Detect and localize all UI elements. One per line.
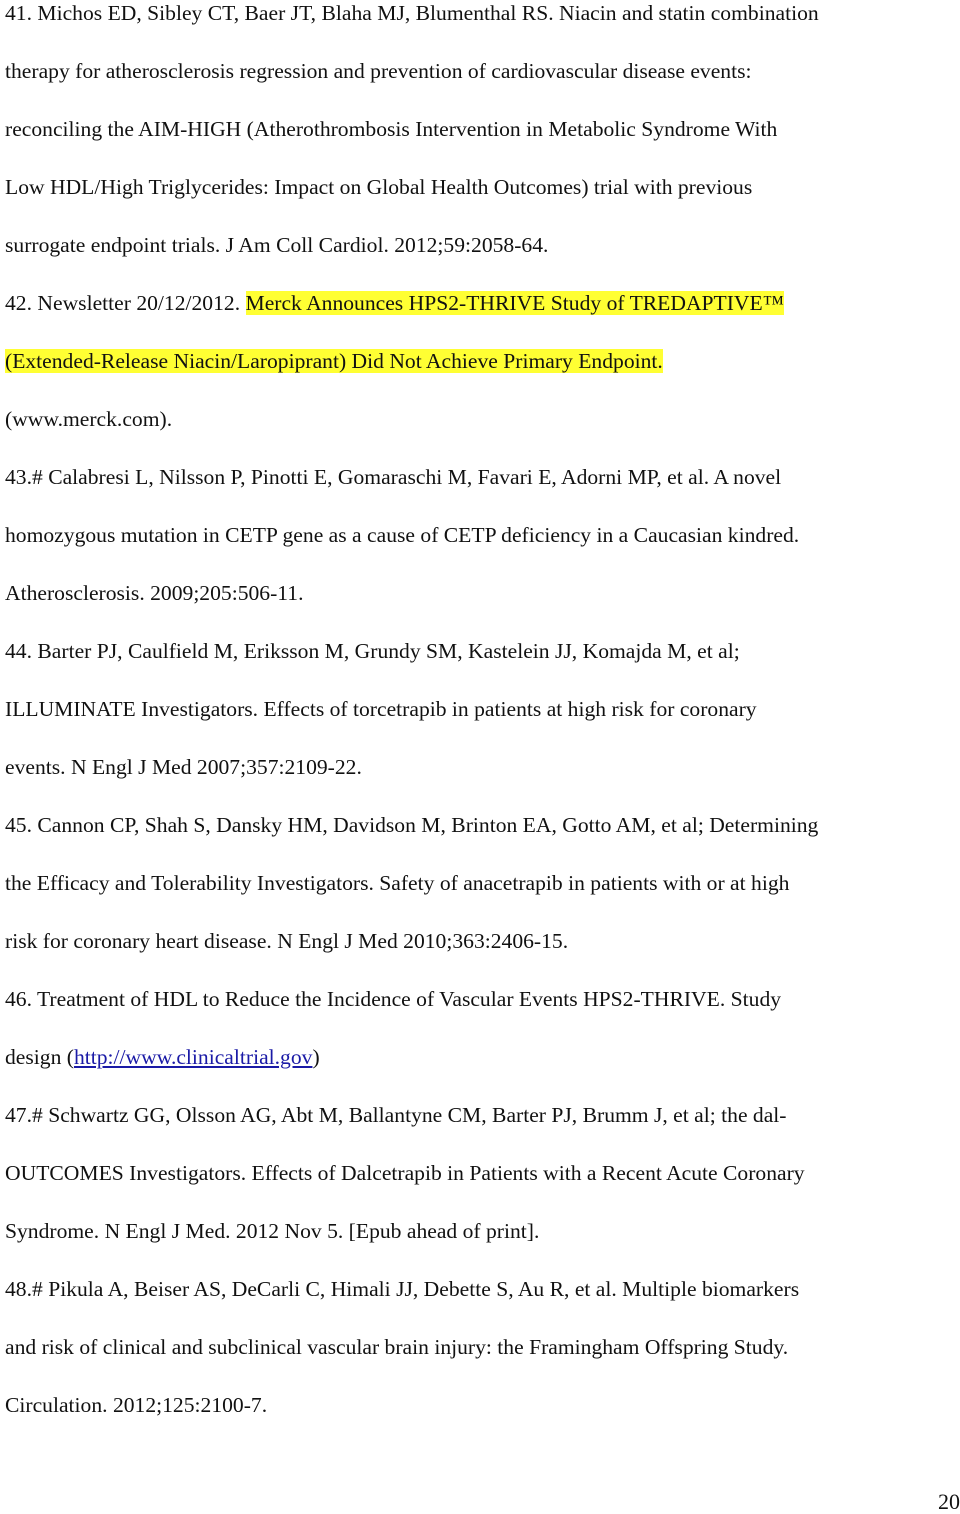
reference-48-text-1: 48.# Pikula A, Beiser AS, DeCarli C, Himali JJ, Debette S, Au R, et al. Multiple biomarkers	[5, 1277, 800, 1301]
reference-43-text-2: homozygous mutation in CETP gene as a cause of CETP deficiency in a Caucasian kindred.	[5, 523, 800, 547]
reference-41-line-4	[5, 174, 957, 232]
reference-48-line-1	[5, 1276, 957, 1334]
reference-47-text-3: Syndrome. N Engl J Med. 2012 Nov 5. [Epub ahead of print].	[5, 1219, 540, 1243]
reference-46-prefix: design (	[5, 1045, 74, 1069]
reference-42-url-text: (www.merck.com).	[5, 407, 173, 431]
reference-46-text-1: 46. Treatment of HDL to Reduce the Incidence of Vascular Events HPS2-THRIVE. Study	[5, 987, 782, 1011]
reference-48-text-3: Circulation. 2012;125:2100-7.	[5, 1393, 268, 1417]
reference-43-line-1	[5, 464, 957, 522]
reference-44-text-3: events. N Engl J Med 2007;357:2109-22.	[5, 755, 362, 779]
reference-43-line-3	[5, 580, 957, 638]
reference-42-highlighted-title-2: (Extended-Release Niacin/Laropiprant) Did Not Achieve Primary Endpoint.	[5, 349, 663, 373]
reference-48-line-2	[5, 1334, 957, 1392]
reference-41-text-2: therapy for atherosclerosis regression and prevention of cardiovascular disease events:	[5, 59, 752, 83]
reference-45-line-3	[5, 928, 957, 986]
reference-44-text-2: ILLUMINATE Investigators. Effects of torcetrapib in patients at high risk for coronary	[5, 697, 757, 721]
reference-45-text-3: risk for coronary heart disease. N Engl J Med 2010;363:2406-15.	[5, 929, 569, 953]
page-number: 20	[938, 1489, 960, 1514]
reference-46-line-2	[5, 1044, 957, 1102]
reference-48-text-2: and risk of clinical and subclinical vascular brain injury: the Framingham Offspring Study.	[5, 1335, 789, 1359]
reference-46-line-1	[5, 986, 957, 1044]
reference-44-line-3	[5, 754, 957, 812]
reference-46-suffix: )	[312, 1045, 320, 1069]
reference-41-line-2	[5, 58, 957, 116]
reference-45-text-1: 45. Cannon CP, Shah S, Dansky HM, Davidson M, Brinton EA, Gotto AM, et al; Determining	[5, 813, 819, 837]
reference-42-highlighted-title-1: Merck Announces HPS2-THRIVE Study of TREDAPTIVE™	[245, 291, 784, 315]
reference-43-text-1: 43.# Calabresi L, Nilsson P, Pinotti E, Gomaraschi M, Favari E, Adorni MP, et al. A novel	[5, 465, 782, 489]
reference-41-line-1	[5, 0, 957, 58]
reference-41-text-4: Low HDL/High Triglycerides: Impact on Global Health Outcomes) trial with previous	[5, 175, 753, 199]
reference-47-line-3	[5, 1218, 957, 1276]
reference-43-text-3: Atherosclerosis. 2009;205:506-11.	[5, 581, 304, 605]
reference-41-text-3: reconciling the AIM-HIGH (Atherothrombosis Intervention in Metabolic Syndrome With	[5, 117, 778, 141]
reference-41-text-5: surrogate endpoint trials. J Am Coll Cardiol. 2012;59:2058-64.	[5, 233, 549, 257]
reference-42-line-3	[5, 406, 957, 464]
reference-47-text-2: OUTCOMES Investigators. Effects of Dalcetrapib in Patients with a Recent Acute Coronary	[5, 1161, 805, 1185]
reference-47-text-1: 47.# Schwartz GG, Olsson AG, Abt M, Ballantyne CM, Barter PJ, Brumm J, et al; the dal-	[5, 1103, 787, 1127]
reference-44-line-1	[5, 638, 957, 696]
reference-41-text-1: 41. Michos ED, Sibley CT, Baer JT, Blaha MJ, Blumenthal RS. Niacin and statin combination	[5, 1, 819, 25]
reference-41-line-3	[5, 116, 957, 174]
reference-47-line-2	[5, 1160, 957, 1218]
reference-42-line-2	[5, 348, 957, 406]
reference-44-text-1: 44. Barter PJ, Caulfield M, Eriksson M, Grundy SM, Kastelein JJ, Komajda M, et al;	[5, 639, 740, 663]
reference-45-line-1	[5, 812, 957, 870]
reference-list	[5, 0, 957, 1450]
clinicaltrial-link[interactable]: http://www.clinicaltrial.gov	[73, 1045, 313, 1069]
reference-42-source: 42. Newsletter 20/12/2012.	[5, 291, 246, 315]
reference-42-line-1	[5, 290, 957, 348]
reference-47-line-1	[5, 1102, 957, 1160]
reference-44-line-2	[5, 696, 957, 754]
reference-45-text-2: the Efficacy and Tolerability Investigators. Safety of anacetrapib in patients with or at high	[5, 871, 790, 895]
reference-48-line-3	[5, 1392, 957, 1450]
reference-41-line-5	[5, 232, 957, 290]
reference-45-line-2	[5, 870, 957, 928]
reference-43-line-2	[5, 522, 957, 580]
